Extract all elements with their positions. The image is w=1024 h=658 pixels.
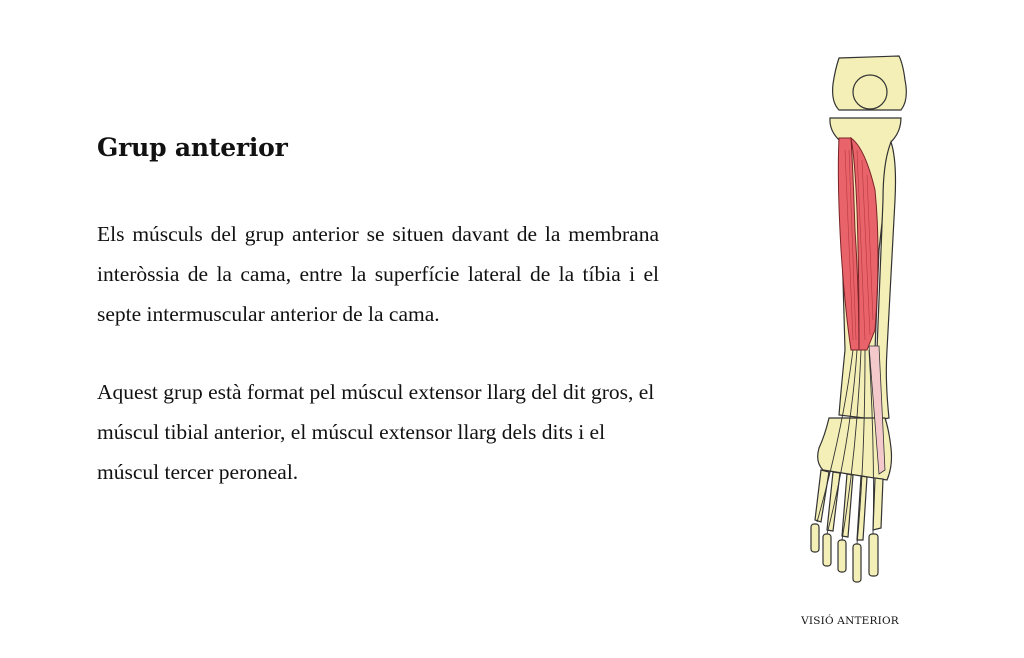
section-title: Grup anterior <box>97 133 288 162</box>
figure-caption: VISIÓ ANTERIOR <box>801 615 899 627</box>
toe-2 <box>823 534 831 566</box>
toe-5 <box>869 534 878 576</box>
toe-4 <box>853 544 861 582</box>
toe-1 <box>811 524 819 552</box>
leg-anatomy-illustration <box>795 50 925 598</box>
toe-3 <box>838 540 846 572</box>
metatarsal-5 <box>873 478 883 530</box>
text-column <box>97 128 659 530</box>
metatarsal-2 <box>827 472 840 531</box>
paragraph-location: Els músculs del grup anterior se situen davant de la membrana interòssia de la cama, entre la superfície lateral de la tíbia i el septe intermuscular anterior de la cama. <box>97 222 659 326</box>
patella <box>853 75 887 109</box>
metatarsal-1 <box>815 470 829 522</box>
paragraph-composition: Aquest grup està format pel múscul extensor llarg del dit gros, el múscul tibial anterior, el múscul extensor llarg dels dits i el múscul tercer peroneal. <box>97 380 655 484</box>
